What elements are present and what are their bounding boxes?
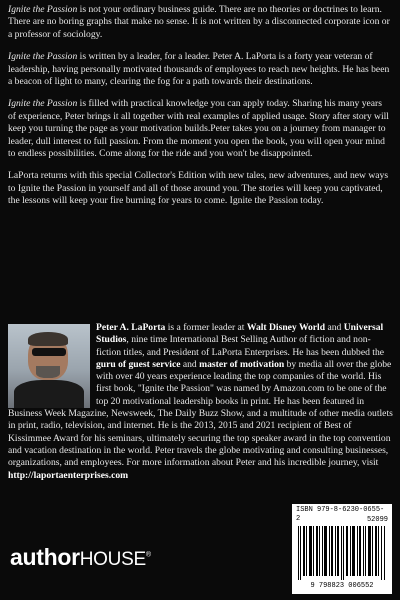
author-bio [8,322,394,482]
price-code: 52099 [366,516,388,524]
book-title-italic: Ignite the Passion [8,98,78,110]
book-title-italic: Ignite the Passion [8,4,78,15]
bio-text: and [180,358,200,370]
bio-text: , nine time International Best Selling Author of fiction and non-fiction titles, and President of LaPorta Enterprises. He has been dubbed the [96,334,384,358]
logo-part-author: author [10,544,80,570]
barcode-number: 9 798823 006552 [310,582,374,590]
blurb-paragraph-4: LaPorta returns with this special Collector's Edition with new tales, new adventures, and new ways to Ignite the Passion in yourself and all of those around you. The stories will keep you captivated, the lessons will keep your fire burning for years to come. Ignite the Passion today. [8,170,389,207]
isbn-text: ISBN 979-8-6230-0655-2 [296,506,385,523]
author-name: Peter A. LaPorta [96,322,166,333]
isbn-barcode [292,504,392,594]
bio-text: and [325,322,344,333]
bio-title: master of motivation [199,358,285,370]
bio-title: guru of guest service [96,358,181,370]
blurb-paragraph-2 [8,51,392,88]
bio-text: by media all over the globe with over 40 years experience leading the top companies of the world. His first book, "Ignite the Passion" was named by Amazon.com to be one of the top 20 motivational leadership books in print. He has been featured in Business Week Magazine, Newsweek, The Daily Buzz Show, and a multitude of other media outlets in print, radio, television, and internet. He is the 2013, 2015 and 2021 recipient of Best of Kissimmee Award for his seminars, ultimately securing the top speaker award in the top convention and vacation destination in the world. Peter travels the globe motivating and consulting businesses, organizations, and employees. For more information about Peter and his incredible journey, visit [8,358,393,469]
bio-org: Walt Disney World [246,322,326,333]
blurb-paragraph-3 [8,98,392,160]
blurb-text: is not your ordinary business guide. There are no theories or doctrines to learn. There are no boring graphs that make no sense. It is not written by a disconnected corporate icon or a professor of sociology. [8,4,390,40]
barcode-icon [298,526,386,580]
website-link[interactable]: http://laportaenterprises.com [8,469,129,481]
back-cover-blurb [8,4,392,218]
publisher-logo [10,544,151,571]
trademark: ® [145,551,151,559]
blurb-text: is written by a leader, for a leader. Peter A. LaPorta is a forty year veteran of leadership, having personally motivated thousands of employees to reach new heights. He has been a beacon of light to many, clearing the fog for a path towards their destinations. [8,51,390,88]
bio-text: is a former leader at [165,322,247,333]
book-title-italic: Ignite the Passion [8,51,78,63]
blurb-text: is filled with practical knowledge you can apply today. Sharing his many years of experience, Peter brings it all together with real examples of applied usage. Story after story will keep you turning the page as your motivation builds.Peter takes you on a journey from manager to leader, dull interest to full passion. From the moment you open the book, you will open your mind to endless possibilities. Come along for the ride and you won't be disappointed. [8,98,389,160]
logo-part-house: HOUSE [79,549,146,570]
bio-org: Universal Studios [96,322,384,346]
blurb-paragraph-1 [8,4,392,41]
